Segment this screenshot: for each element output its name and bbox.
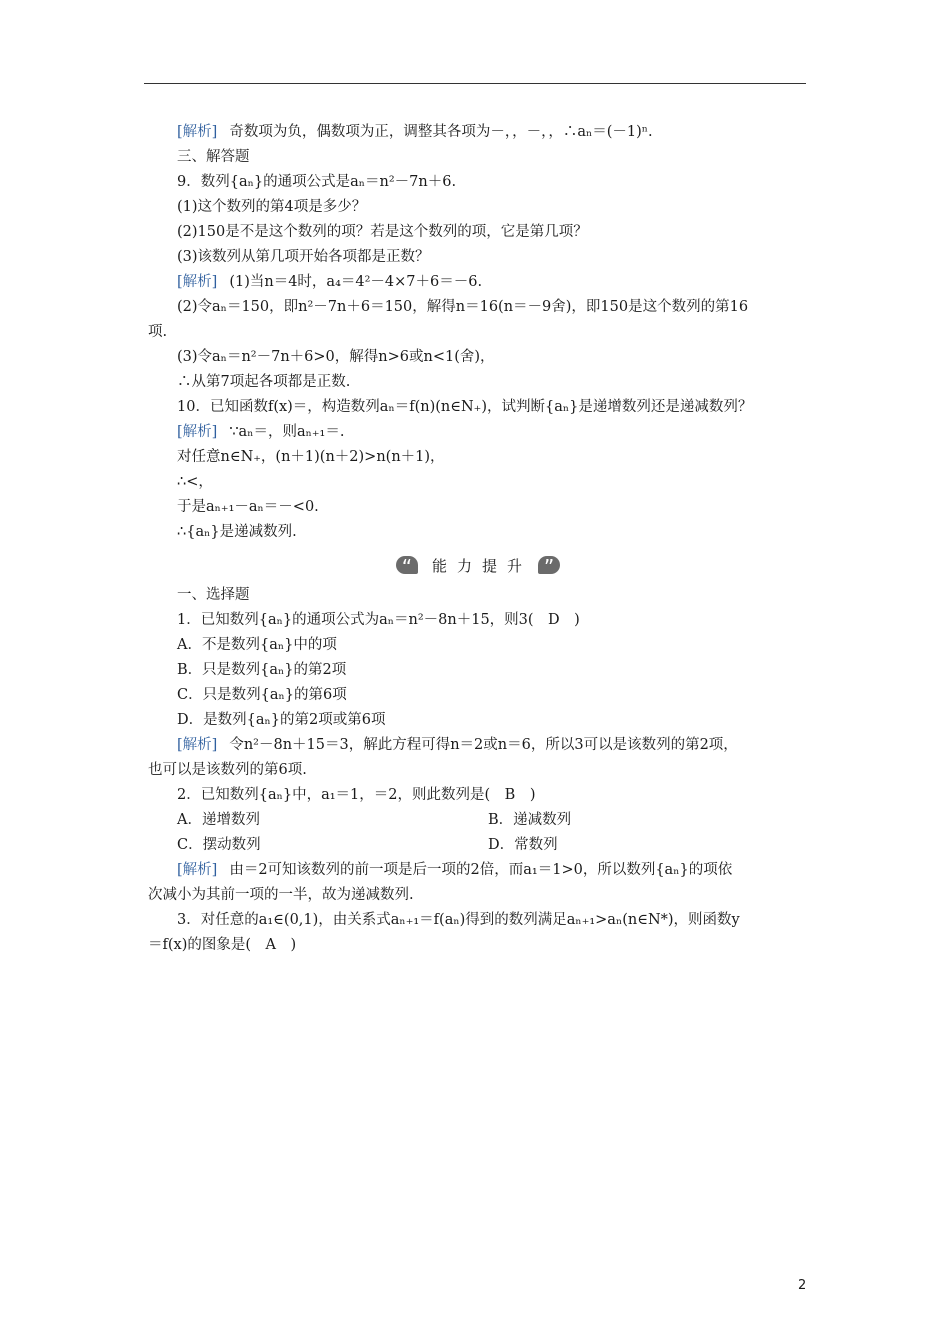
ability-heading: [148, 549, 808, 581]
text-line: [148, 683, 808, 708]
text-line: [148, 420, 808, 445]
text-line: [148, 633, 808, 658]
ability-title: 能力提升: [431, 556, 532, 575]
analysis-tag: [解析]: [177, 124, 218, 140]
text-line: [148, 445, 808, 470]
line-text: ＝f(x)的图象是( A ): [148, 937, 297, 953]
text-line: [148, 783, 808, 808]
text-line: [148, 758, 808, 783]
text-line: [148, 883, 808, 908]
line-text: 2．已知数列{aₙ}中，a₁＝1，＝2，则此数列是( B ): [177, 787, 536, 803]
line-text: B．只是数列{aₙ}的第2项: [177, 662, 347, 678]
text-line: [148, 320, 808, 345]
line-text: (1)当n＝4时，a₄＝4²－4×7＋6＝－6.: [229, 274, 483, 290]
text-line: [148, 370, 808, 395]
line-text: 3．对任意的a₁∈(0,1)，由关系式aₙ₊₁＝f(aₙ)得到的数列满足aₙ₊₁>aₙ(n∈N*)，则函数y: [177, 912, 740, 928]
line-text: D．是数列{aₙ}的第2项或第6项: [177, 712, 386, 728]
line-text: 次减小为其前一项的一半，故为递减数列.: [148, 887, 414, 903]
line-text: 也可以是该数列的第6项.: [148, 762, 307, 778]
text-line: [148, 495, 808, 520]
line-text: (1)这个数列的第4项是多少？: [177, 199, 367, 215]
option-b: B．递减数列: [488, 812, 572, 828]
line-text: 奇数项为负，偶数项为正，调整其各项为－，，－，，∴aₙ＝(－1)ⁿ.: [229, 124, 653, 140]
line-text: 10．已知函数f(x)＝，构造数列aₙ＝f(n)(n∈N₊)，试判断{aₙ}是递增数列还是递减数列？: [177, 399, 753, 415]
text-line: [148, 658, 808, 683]
text-line: [148, 170, 808, 195]
line-text: ∴<，: [177, 474, 213, 490]
line-text: ∴从第7项起各项都是正数.: [177, 374, 351, 390]
open-quote-icon: “: [396, 556, 418, 574]
text-line: [148, 195, 808, 220]
line-text: C．只是数列{aₙ}的第6项: [177, 687, 347, 703]
option-c: C．摆动数列: [177, 837, 261, 853]
line-text: ∴{aₙ}是递减数列.: [177, 524, 297, 540]
solutions-section: [148, 120, 808, 545]
analysis-tag: [解析]: [177, 424, 218, 440]
text-line: [148, 345, 808, 370]
line-text: 项.: [148, 324, 168, 340]
option-a: A．递增数列: [177, 812, 260, 828]
analysis-tag: [解析]: [177, 274, 218, 290]
text-line: [148, 220, 808, 245]
text-line: [148, 145, 808, 170]
line-text: 9．数列{aₙ}的通项公式是aₙ＝n²－7n＋6.: [177, 174, 457, 190]
line-text: 一、选择题: [177, 587, 250, 603]
text-line: [148, 608, 808, 633]
text-line: [148, 858, 808, 883]
text-line: [148, 733, 808, 758]
text-line: [148, 120, 808, 145]
line-text: 对任意n∈N₊，(n＋1)(n＋2)>n(n＋1)，: [177, 449, 445, 465]
line-text: (3)令aₙ＝n²－7n＋6>0，解得n>6或n<1(舍)，: [177, 349, 495, 365]
header-rule: [144, 83, 806, 84]
line-text: 三、解答题: [177, 149, 250, 165]
text-line: [148, 270, 808, 295]
analysis-tag: [解析]: [177, 862, 218, 878]
text-line: [148, 708, 808, 733]
text-line: [148, 295, 808, 320]
line-text: 由＝2可知该数列的前一项是后一项的2倍，而a₁＝1>0，所以数列{aₙ}的项依: [229, 862, 733, 878]
option-d: D．常数列: [488, 837, 558, 853]
text-line: [148, 520, 808, 545]
close-quote-icon: ”: [538, 556, 560, 574]
line-text: (2)150是不是这个数列的项？若是这个数列的项，它是第几项？: [177, 224, 588, 240]
text-line: [148, 583, 808, 608]
option-row: [148, 808, 808, 833]
text-line: [148, 470, 808, 495]
document-body: [148, 120, 808, 958]
choice-section-cont: [148, 858, 808, 958]
line-text: 1．已知数列{aₙ}的通项公式为aₙ＝n²－8n＋15，则3( D ): [177, 612, 580, 628]
choice-section: [148, 583, 808, 808]
page-number: 2: [798, 1278, 807, 1293]
line-text: (3)该数列从第几项开始各项都是正数？: [177, 249, 430, 265]
analysis-tag: [解析]: [177, 737, 218, 753]
text-line: [148, 395, 808, 420]
line-text: A．不是数列{aₙ}中的项: [177, 637, 337, 653]
text-line: [148, 245, 808, 270]
text-line: [148, 908, 808, 933]
q2-options: [148, 808, 808, 858]
line-text: 令n²－8n＋15＝3，解此方程可得n＝2或n＝6，所以3可以是该数列的第2项，: [229, 737, 738, 753]
line-text: ∵aₙ＝，则aₙ₊₁＝.: [229, 424, 345, 440]
line-text: (2)令aₙ＝150，即n²－7n＋6＝150，解得n＝16(n＝－9舍)，即150是这个数列的第16: [177, 299, 749, 315]
line-text: 于是aₙ₊₁－aₙ＝－<0.: [177, 499, 319, 515]
text-line: [148, 933, 808, 958]
option-row: [148, 833, 808, 858]
